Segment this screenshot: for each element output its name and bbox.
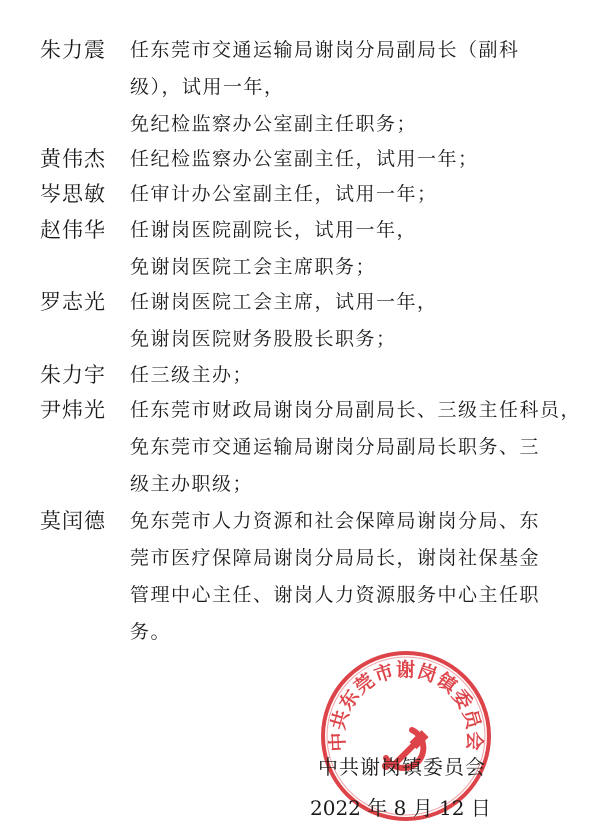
- appointment-line: 任纪检监察办公室副主任，试用一年；: [130, 148, 479, 170]
- appointment-line: 任三级主办；: [130, 364, 254, 386]
- appointment-line: 任东莞市交通运输局谢岗分局副局长（副科: [130, 39, 520, 61]
- appointment-text: [130, 32, 570, 143]
- appointment-line: 免谢岗医院工会主席职务；: [130, 256, 377, 278]
- person-name: 朱力震: [40, 38, 106, 62]
- appointment-text: [130, 392, 582, 503]
- person-name: 莫闰德: [40, 509, 106, 533]
- appointment-line: 免谢岗医院财务股股长职务；: [130, 328, 397, 350]
- appointment-line: 任谢岗医院副院长，试用一年，: [130, 219, 418, 241]
- appointment-line: 免东莞市交通运输局谢岗分局副局长职务、三: [130, 436, 541, 458]
- appointment-line: 任谢岗医院工会主席，试用一年，: [130, 291, 438, 313]
- appointment-text: [130, 176, 570, 213]
- person-name: 尹炜光: [40, 398, 106, 422]
- person-name: 赵伟华: [40, 218, 106, 242]
- appointment-text: [130, 141, 570, 178]
- issuing-organization: 中共谢岗镇委员会: [318, 755, 486, 779]
- appointment-line: 免纪检监察办公室副主任职务；: [130, 113, 418, 135]
- appointment-line: 务。: [130, 621, 172, 643]
- appointment-line: 任审计办公室副主任，试用一年；: [130, 183, 438, 205]
- issue-date: 2022 年 8 月 12 日: [310, 796, 491, 820]
- person-name: 岑思敏: [40, 182, 106, 206]
- appointment-line: 级），试用一年，: [130, 76, 285, 98]
- appointment-line: 免东莞市人力资源和社会保障局谢岗分局、东: [130, 510, 541, 532]
- appointment-line: 级主办职级；: [130, 473, 254, 495]
- appointment-line: 任东莞市财政局谢岗分局副局长、三级主任科员，: [130, 399, 582, 421]
- appointment-text: [130, 212, 570, 286]
- person-name: 黄伟杰: [40, 147, 106, 171]
- person-name: 朱力宇: [40, 363, 106, 387]
- person-name: 罗志光: [40, 290, 106, 314]
- svg-text:中共东莞市谢岗镇委员会: 中共东莞市谢岗镇委员会: [326, 659, 486, 752]
- appointment-line: 管理中心主任、谢岗人力资源服务中心主任职: [130, 584, 541, 606]
- appointment-text: [130, 503, 570, 651]
- appointment-text: [130, 284, 570, 358]
- appointment-text: [130, 357, 570, 394]
- appointment-line: 莞市医疗保障局谢岗分局局长，谢岗社保基金: [130, 547, 541, 569]
